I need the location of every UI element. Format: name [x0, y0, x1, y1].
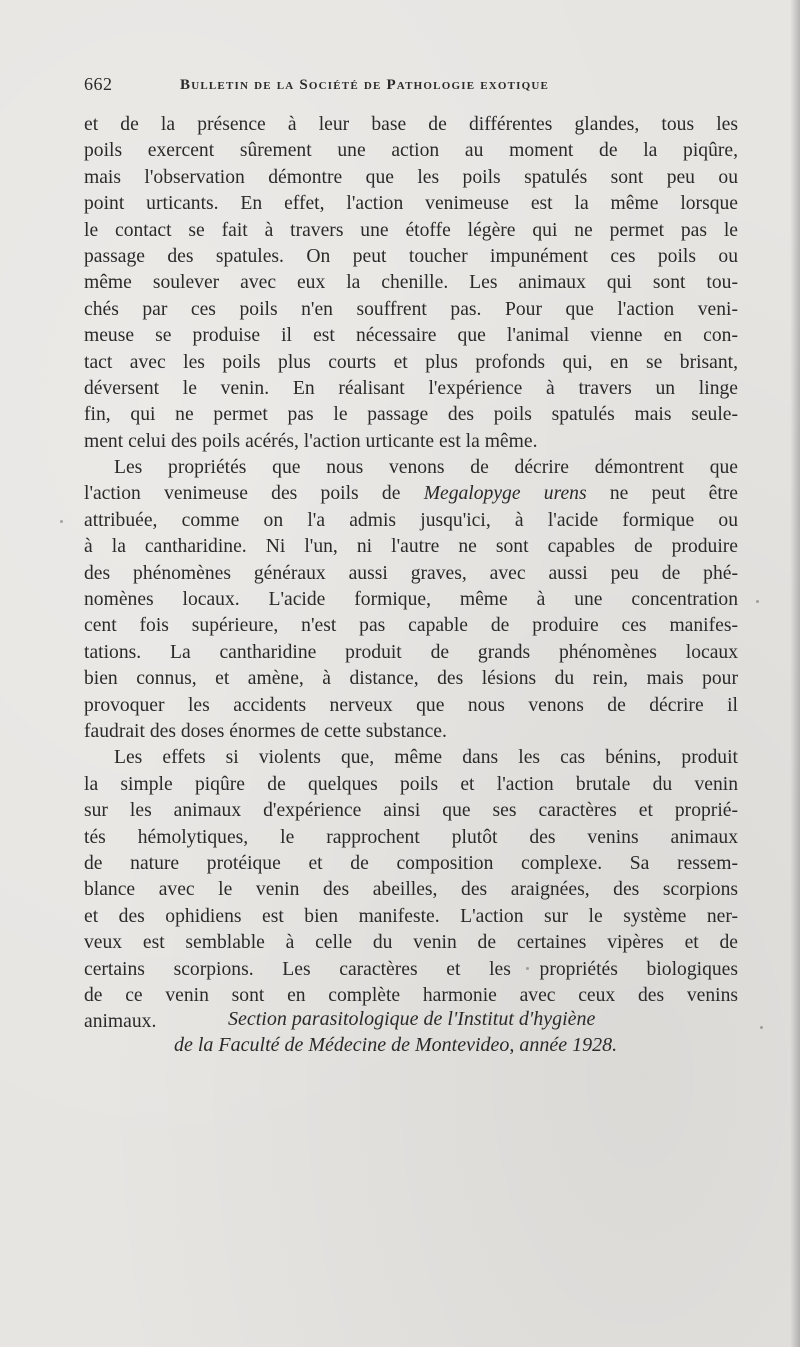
page-number: 662: [84, 74, 113, 94]
signature-line: Section parasitologique de l'Institut d'hygiène: [228, 1008, 596, 1030]
text-line: Les propriétés que nous venons de décrire démontrent que: [114, 457, 738, 479]
body-text: [84, 112, 738, 1036]
text-line: animaux.: [84, 1011, 157, 1033]
page-edge-shadow: [790, 0, 800, 1347]
text-line: cent fois supérieure, n'est pas capable de produire ces manifes-: [84, 615, 738, 637]
text-line: chés par ces poils n'en souffrent pas. Pour que l'action veni-: [84, 298, 738, 320]
line-part: l'action venimeuse des poils de: [84, 483, 424, 505]
signature-line: de la Faculté de Médecine de Montevideo, année 1928.: [174, 1034, 618, 1056]
institution-signature: [174, 1006, 740, 1058]
text-line: faudrait des doses énormes de cette substance.: [84, 720, 447, 742]
text-line: à la cantharidine. Ni l'un, ni l'autre ne sont capables de produire: [84, 536, 738, 558]
text-line: certains scorpions. Les caractères et les propriétés biologiques: [84, 958, 738, 980]
text-line: passage des spatules. On peut toucher impunément ces poils ou: [84, 245, 738, 267]
paper-speck: [760, 1026, 763, 1029]
text-line: veux est semblable à celle du venin de certaines vipères et de: [84, 932, 738, 954]
text-line: tact avec les poils plus courts et plus profonds qui, en se brisant,: [84, 351, 738, 373]
text-line: même soulever avec eux la chenille. Les animaux qui sont tou-: [84, 272, 738, 294]
text-line: des phénomènes généraux aussi graves, avec aussi peu de phé-: [84, 562, 738, 584]
text-line: [84, 481, 738, 507]
running-title: Bulletin de la Société de Pathologie exotique: [180, 77, 550, 93]
paper-speck: [526, 967, 529, 970]
running-header: [84, 72, 744, 100]
species-name: Megalopyge urens: [423, 483, 587, 505]
text-line: ment celui des poils acérés, l'action urticante est la même.: [84, 430, 538, 452]
paper-speck: [60, 520, 63, 523]
text-line: blance avec le venin des abeilles, des araignées, des scorpions: [84, 879, 738, 901]
text-line: Les effets si violents que, même dans les cas bénins, produit: [114, 747, 738, 769]
text-line: et des ophidiens est bien manifeste. L'action sur le système ner-: [84, 905, 738, 927]
text-line: mais l'observation démontre que les poils spatulés sont peu ou: [84, 166, 738, 188]
text-line: de ce venin sont en complète harmonie avec ceux des venins: [84, 984, 738, 1006]
text-line: fin, qui ne permet pas le passage des poils spatulés mais seule-: [84, 404, 738, 426]
text-line: point urticants. En effet, l'action venimeuse est la même lorsque: [84, 193, 738, 215]
text-line: tations. La cantharidine produit de grands phénomènes locaux: [84, 641, 738, 663]
text-line: déversent le venin. En réalisant l'expérience à travers un linge: [84, 377, 738, 399]
text-line: bien connus, et amène, à distance, des lésions du rein, mais pour: [84, 668, 738, 690]
text-line: sur les animaux d'expérience ainsi que ses caractères et proprié-: [84, 800, 738, 822]
text-line: de nature protéique et de composition complexe. Sa ressem-: [84, 852, 738, 874]
text-line: et de la présence à leur base de différentes glandes, tous les: [84, 114, 738, 135]
text-line: attribuée, comme on l'a admis jusqu'ici, à l'acide formique ou: [84, 509, 738, 531]
line-part: ne peut être: [586, 483, 738, 505]
text-line: provoquer les accidents nerveux que nous venons de décrire il: [84, 694, 738, 716]
paper-speck: [756, 600, 759, 603]
text-line: meuse se produise il est nécessaire que l'animal vienne en con-: [84, 325, 738, 347]
text-line: nomènes locaux. L'acide formique, même à une concentration: [84, 589, 738, 611]
text-line: le contact se fait à travers une étoffe légère qui ne permet pas le: [84, 219, 738, 241]
text-line: la simple piqûre de quelques poils et l'action brutale du venin: [84, 773, 738, 795]
text-line: tés hémolytiques, le rapprochent plutôt des venins animaux: [84, 826, 738, 848]
text-line: poils exercent sûrement une action au moment de la piqûre,: [84, 140, 738, 162]
